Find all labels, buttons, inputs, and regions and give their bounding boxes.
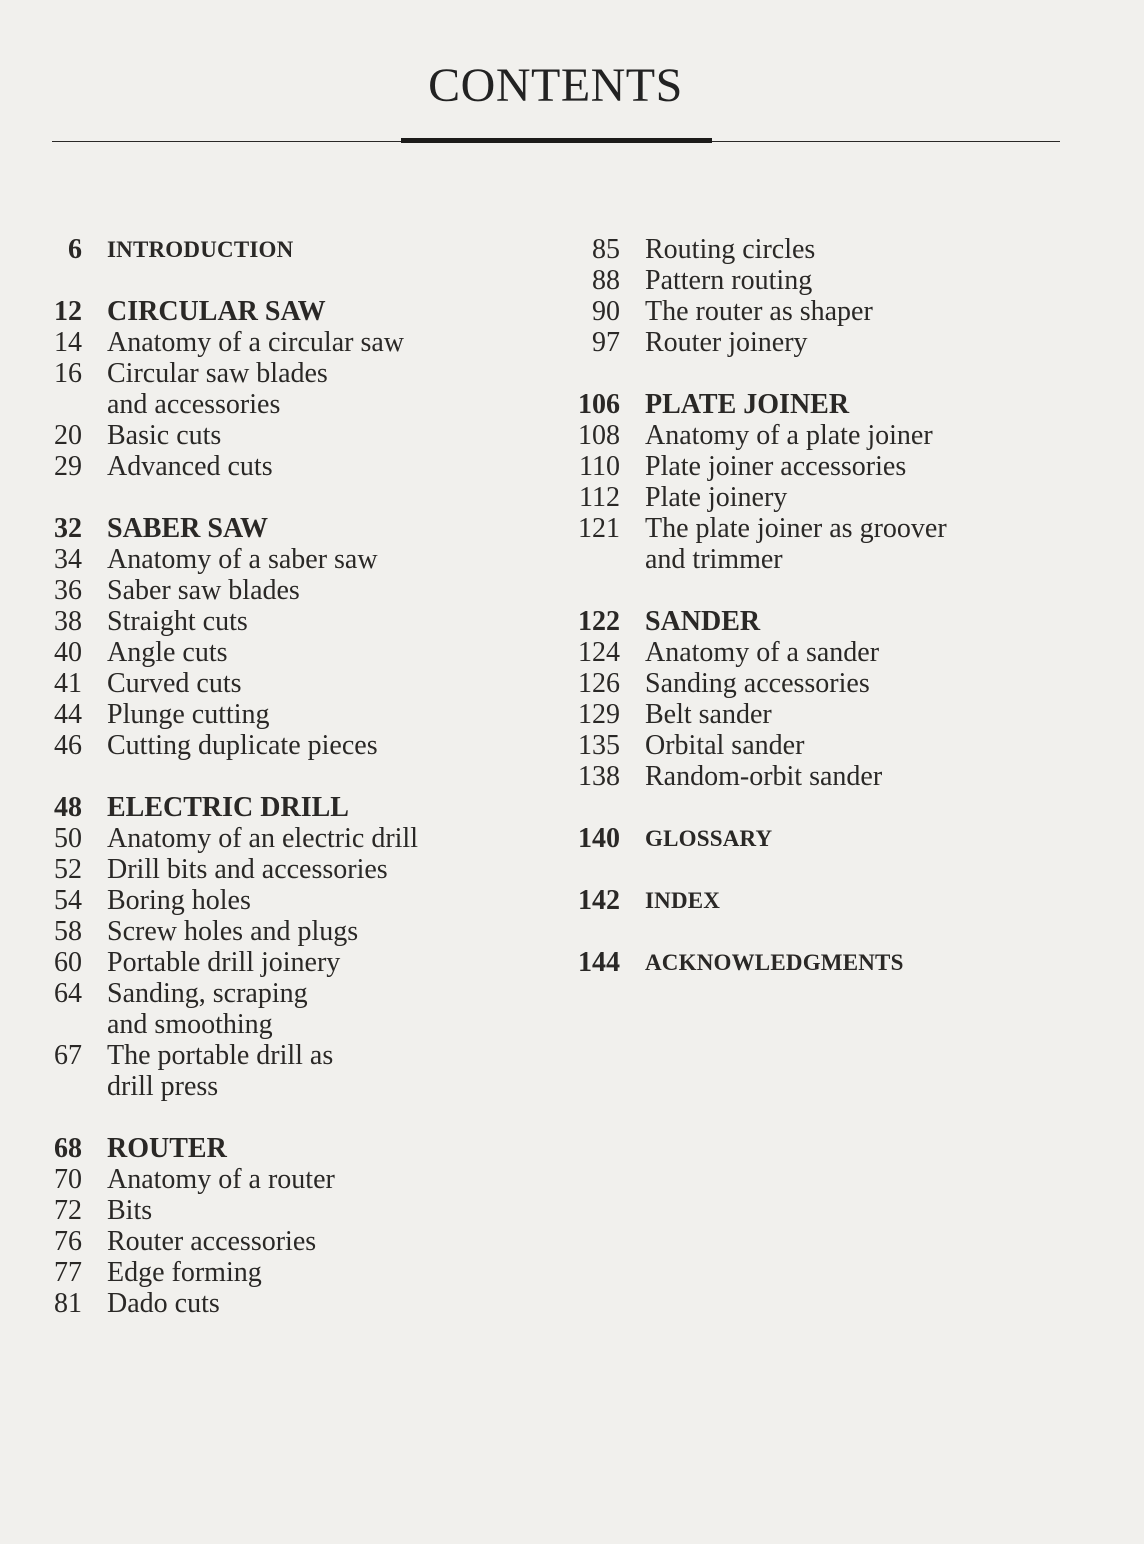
toc-page-number: 20 <box>54 420 82 451</box>
toc-section <box>568 947 1048 978</box>
toc-page-number: 46 <box>54 730 82 761</box>
toc-section <box>568 823 1048 854</box>
toc-entry-label: Belt sander <box>645 699 772 730</box>
toc-page-number: 121 <box>578 513 620 544</box>
toc-entry <box>568 482 1048 513</box>
toc-entry-label: Boring holes <box>107 885 251 916</box>
toc-entry-label: ELECTRIC DRILL <box>107 792 349 823</box>
toc-entry-label: Bits <box>107 1195 153 1226</box>
toc-page-number: 106 <box>578 389 620 420</box>
toc-page-number: 36 <box>54 575 82 606</box>
toc-entry-label: Anatomy of a circular saw <box>107 327 404 358</box>
toc-page-number: 12 <box>54 296 82 327</box>
toc-entry <box>568 544 1048 575</box>
toc-entry <box>568 265 1048 296</box>
toc-page-number: 97 <box>592 327 620 358</box>
toc-entry-label: SABER SAW <box>107 513 269 544</box>
toc-chapter-heading <box>48 792 528 823</box>
toc-entry-label: INTRODUCTION <box>107 237 294 262</box>
toc-page-number: 40 <box>54 637 82 668</box>
toc-section <box>48 1133 528 1319</box>
toc-entry-label: Angle cuts <box>107 637 228 668</box>
toc-chapter-heading <box>568 885 1048 916</box>
toc-entry-label: Anatomy of a saber saw <box>107 544 378 575</box>
toc-section <box>568 389 1048 575</box>
toc-entry-label: Orbital sander <box>645 730 805 761</box>
toc-page-number: 67 <box>54 1040 82 1071</box>
toc-section <box>568 606 1048 792</box>
toc-section <box>568 885 1048 916</box>
toc-entry <box>48 358 528 389</box>
toc-entry-label: The portable drill as <box>107 1040 334 1071</box>
toc-chapter-heading <box>48 296 528 327</box>
toc-entry <box>568 451 1048 482</box>
toc-entry <box>48 1040 528 1071</box>
toc-chapter-heading <box>48 234 528 265</box>
toc-entry <box>48 885 528 916</box>
toc-left-column <box>48 234 528 1350</box>
toc-entry <box>48 1288 528 1319</box>
toc-entry-label: Router accessories <box>107 1226 317 1257</box>
toc-entry <box>568 637 1048 668</box>
toc-entry-label: Anatomy of an electric drill <box>107 823 418 854</box>
toc-page-number: 76 <box>54 1226 82 1257</box>
toc-entry-label: Sanding accessories <box>645 668 870 699</box>
toc-page-number: 44 <box>54 699 82 730</box>
toc-page-number: 70 <box>54 1164 82 1195</box>
toc-entry <box>48 668 528 699</box>
toc-entry-label: SANDER <box>645 606 761 637</box>
toc-entry-label: Anatomy of a router <box>107 1164 335 1195</box>
toc-entry-label: Plunge cutting <box>107 699 270 730</box>
toc-entry-label: Circular saw blades <box>107 358 328 389</box>
toc-page-number: 34 <box>54 544 82 575</box>
toc-page-number: 108 <box>578 420 620 451</box>
toc-entry-label: Edge forming <box>107 1257 262 1288</box>
toc-section <box>568 234 1048 358</box>
toc-entry-label: Screw holes and plugs <box>107 916 359 947</box>
toc-entry-label: Dado cuts <box>107 1288 220 1319</box>
toc-entry-label: Anatomy of a plate joiner <box>645 420 933 451</box>
toc-entry-label: ROUTER <box>107 1133 227 1164</box>
toc-entry-label: and accessories <box>107 389 281 420</box>
toc-page-number: 135 <box>578 730 620 761</box>
toc-page-number: 64 <box>54 978 82 1009</box>
toc-page-number: 138 <box>578 761 620 792</box>
toc-page-number: 60 <box>54 947 82 978</box>
toc-entry <box>568 513 1048 544</box>
toc-entry <box>48 575 528 606</box>
toc-entry <box>48 1226 528 1257</box>
toc-entry-label: Router joinery <box>645 327 808 358</box>
toc-page-number: 68 <box>54 1133 82 1164</box>
toc-page-number: 16 <box>54 358 82 389</box>
toc-entry <box>568 761 1048 792</box>
toc-entry <box>48 1071 528 1102</box>
toc-page-number: 58 <box>54 916 82 947</box>
toc-entry-label: Routing circles <box>645 234 816 265</box>
toc-section <box>48 792 528 1102</box>
toc-entry-label: Sanding, scraping <box>107 978 308 1009</box>
toc-page-number: 50 <box>54 823 82 854</box>
toc-entry <box>48 1195 528 1226</box>
toc-page-number: 112 <box>579 482 620 513</box>
toc-entry <box>568 234 1048 265</box>
toc-page-number: 48 <box>54 792 82 823</box>
toc-page-number: 110 <box>579 451 620 482</box>
toc-entry <box>48 978 528 1009</box>
toc-entry-label: Basic cuts <box>107 420 222 451</box>
toc-entry <box>568 420 1048 451</box>
toc-entry <box>568 296 1048 327</box>
toc-entry-label: Straight cuts <box>107 606 248 637</box>
toc-page-number: 129 <box>578 699 620 730</box>
toc-entry <box>568 699 1048 730</box>
toc-entry <box>48 637 528 668</box>
toc-entry-label: The router as shaper <box>645 296 873 327</box>
toc-entry-label: Anatomy of a sander <box>645 637 880 668</box>
toc-page-number: 77 <box>54 1257 82 1288</box>
toc-entry-label: Plate joiner accessories <box>645 451 907 482</box>
toc-entry <box>48 606 528 637</box>
toc-entry-label: GLOSSARY <box>645 826 773 851</box>
toc-entry-label: Plate joinery <box>645 482 788 513</box>
toc-page-number: 126 <box>578 668 620 699</box>
toc-entry <box>48 1164 528 1195</box>
toc-page-number: 72 <box>54 1195 82 1226</box>
toc-chapter-heading <box>48 513 528 544</box>
toc-entry <box>48 451 528 482</box>
toc-page-number: 41 <box>54 668 82 699</box>
title-rule-accent <box>401 138 712 143</box>
toc-entry-label: Cutting duplicate pieces <box>107 730 378 761</box>
toc-page-number: 90 <box>592 296 620 327</box>
toc-entry <box>48 544 528 575</box>
toc-page-number: 88 <box>592 265 620 296</box>
toc-entry-label: INDEX <box>645 888 721 913</box>
toc-right-column <box>568 234 1048 1009</box>
toc-entry-label: Pattern routing <box>645 265 813 296</box>
toc-entry <box>48 730 528 761</box>
toc-page-number: 144 <box>578 947 620 978</box>
toc-page-number: 29 <box>54 451 82 482</box>
toc-entry-label: Saber saw blades <box>107 575 300 606</box>
toc-chapter-heading <box>568 389 1048 420</box>
toc-section <box>48 513 528 761</box>
toc-entry-label: Curved cuts <box>107 668 242 699</box>
toc-page-number: 124 <box>578 637 620 668</box>
toc-entry <box>48 389 528 420</box>
toc-section <box>48 296 528 482</box>
toc-page-number: 142 <box>578 885 620 916</box>
toc-entry-label: ACKNOWLEDGMENTS <box>645 950 904 975</box>
toc-entry-label: Portable drill joinery <box>107 947 341 978</box>
page-title: CONTENTS <box>428 59 683 112</box>
toc-page-number: 85 <box>592 234 620 265</box>
toc-entry <box>568 327 1048 358</box>
toc-entry <box>48 699 528 730</box>
toc-entry-label: Advanced cuts <box>107 451 273 482</box>
toc-entry <box>568 668 1048 699</box>
toc-page-number: 122 <box>578 606 620 637</box>
toc-entry <box>48 916 528 947</box>
toc-page-number: 52 <box>54 854 82 885</box>
toc-page-number: 140 <box>578 823 620 854</box>
toc-entry-label: PLATE JOINER <box>645 389 850 420</box>
toc-entry-label: and smoothing <box>107 1009 273 1040</box>
toc-page-number: 38 <box>54 606 82 637</box>
toc-entry <box>48 420 528 451</box>
toc-page-number: 54 <box>54 885 82 916</box>
toc-section <box>48 234 528 265</box>
toc-page-number: 6 <box>68 234 82 265</box>
toc-page-number: 32 <box>54 513 82 544</box>
toc-entry-label: The plate joiner as groover <box>645 513 947 544</box>
toc-chapter-heading <box>48 1133 528 1164</box>
toc-entry <box>48 947 528 978</box>
toc-entry-label: Random-orbit sander <box>645 761 883 792</box>
toc-entry-label: Drill bits and accessories <box>107 854 388 885</box>
toc-chapter-heading <box>568 606 1048 637</box>
toc-entry-label: and trimmer <box>645 544 783 575</box>
toc-entry <box>568 730 1048 761</box>
toc-chapter-heading <box>568 947 1048 978</box>
toc-entry <box>48 1257 528 1288</box>
toc-entry-label: CIRCULAR SAW <box>107 296 326 327</box>
toc-entry-label: drill press <box>107 1071 219 1102</box>
toc-entry <box>48 854 528 885</box>
toc-entry <box>48 327 528 358</box>
toc-page-number: 81 <box>54 1288 82 1319</box>
toc-entry <box>48 1009 528 1040</box>
toc-chapter-heading <box>568 823 1048 854</box>
toc-entry <box>48 823 528 854</box>
toc-page-number: 14 <box>54 327 82 358</box>
